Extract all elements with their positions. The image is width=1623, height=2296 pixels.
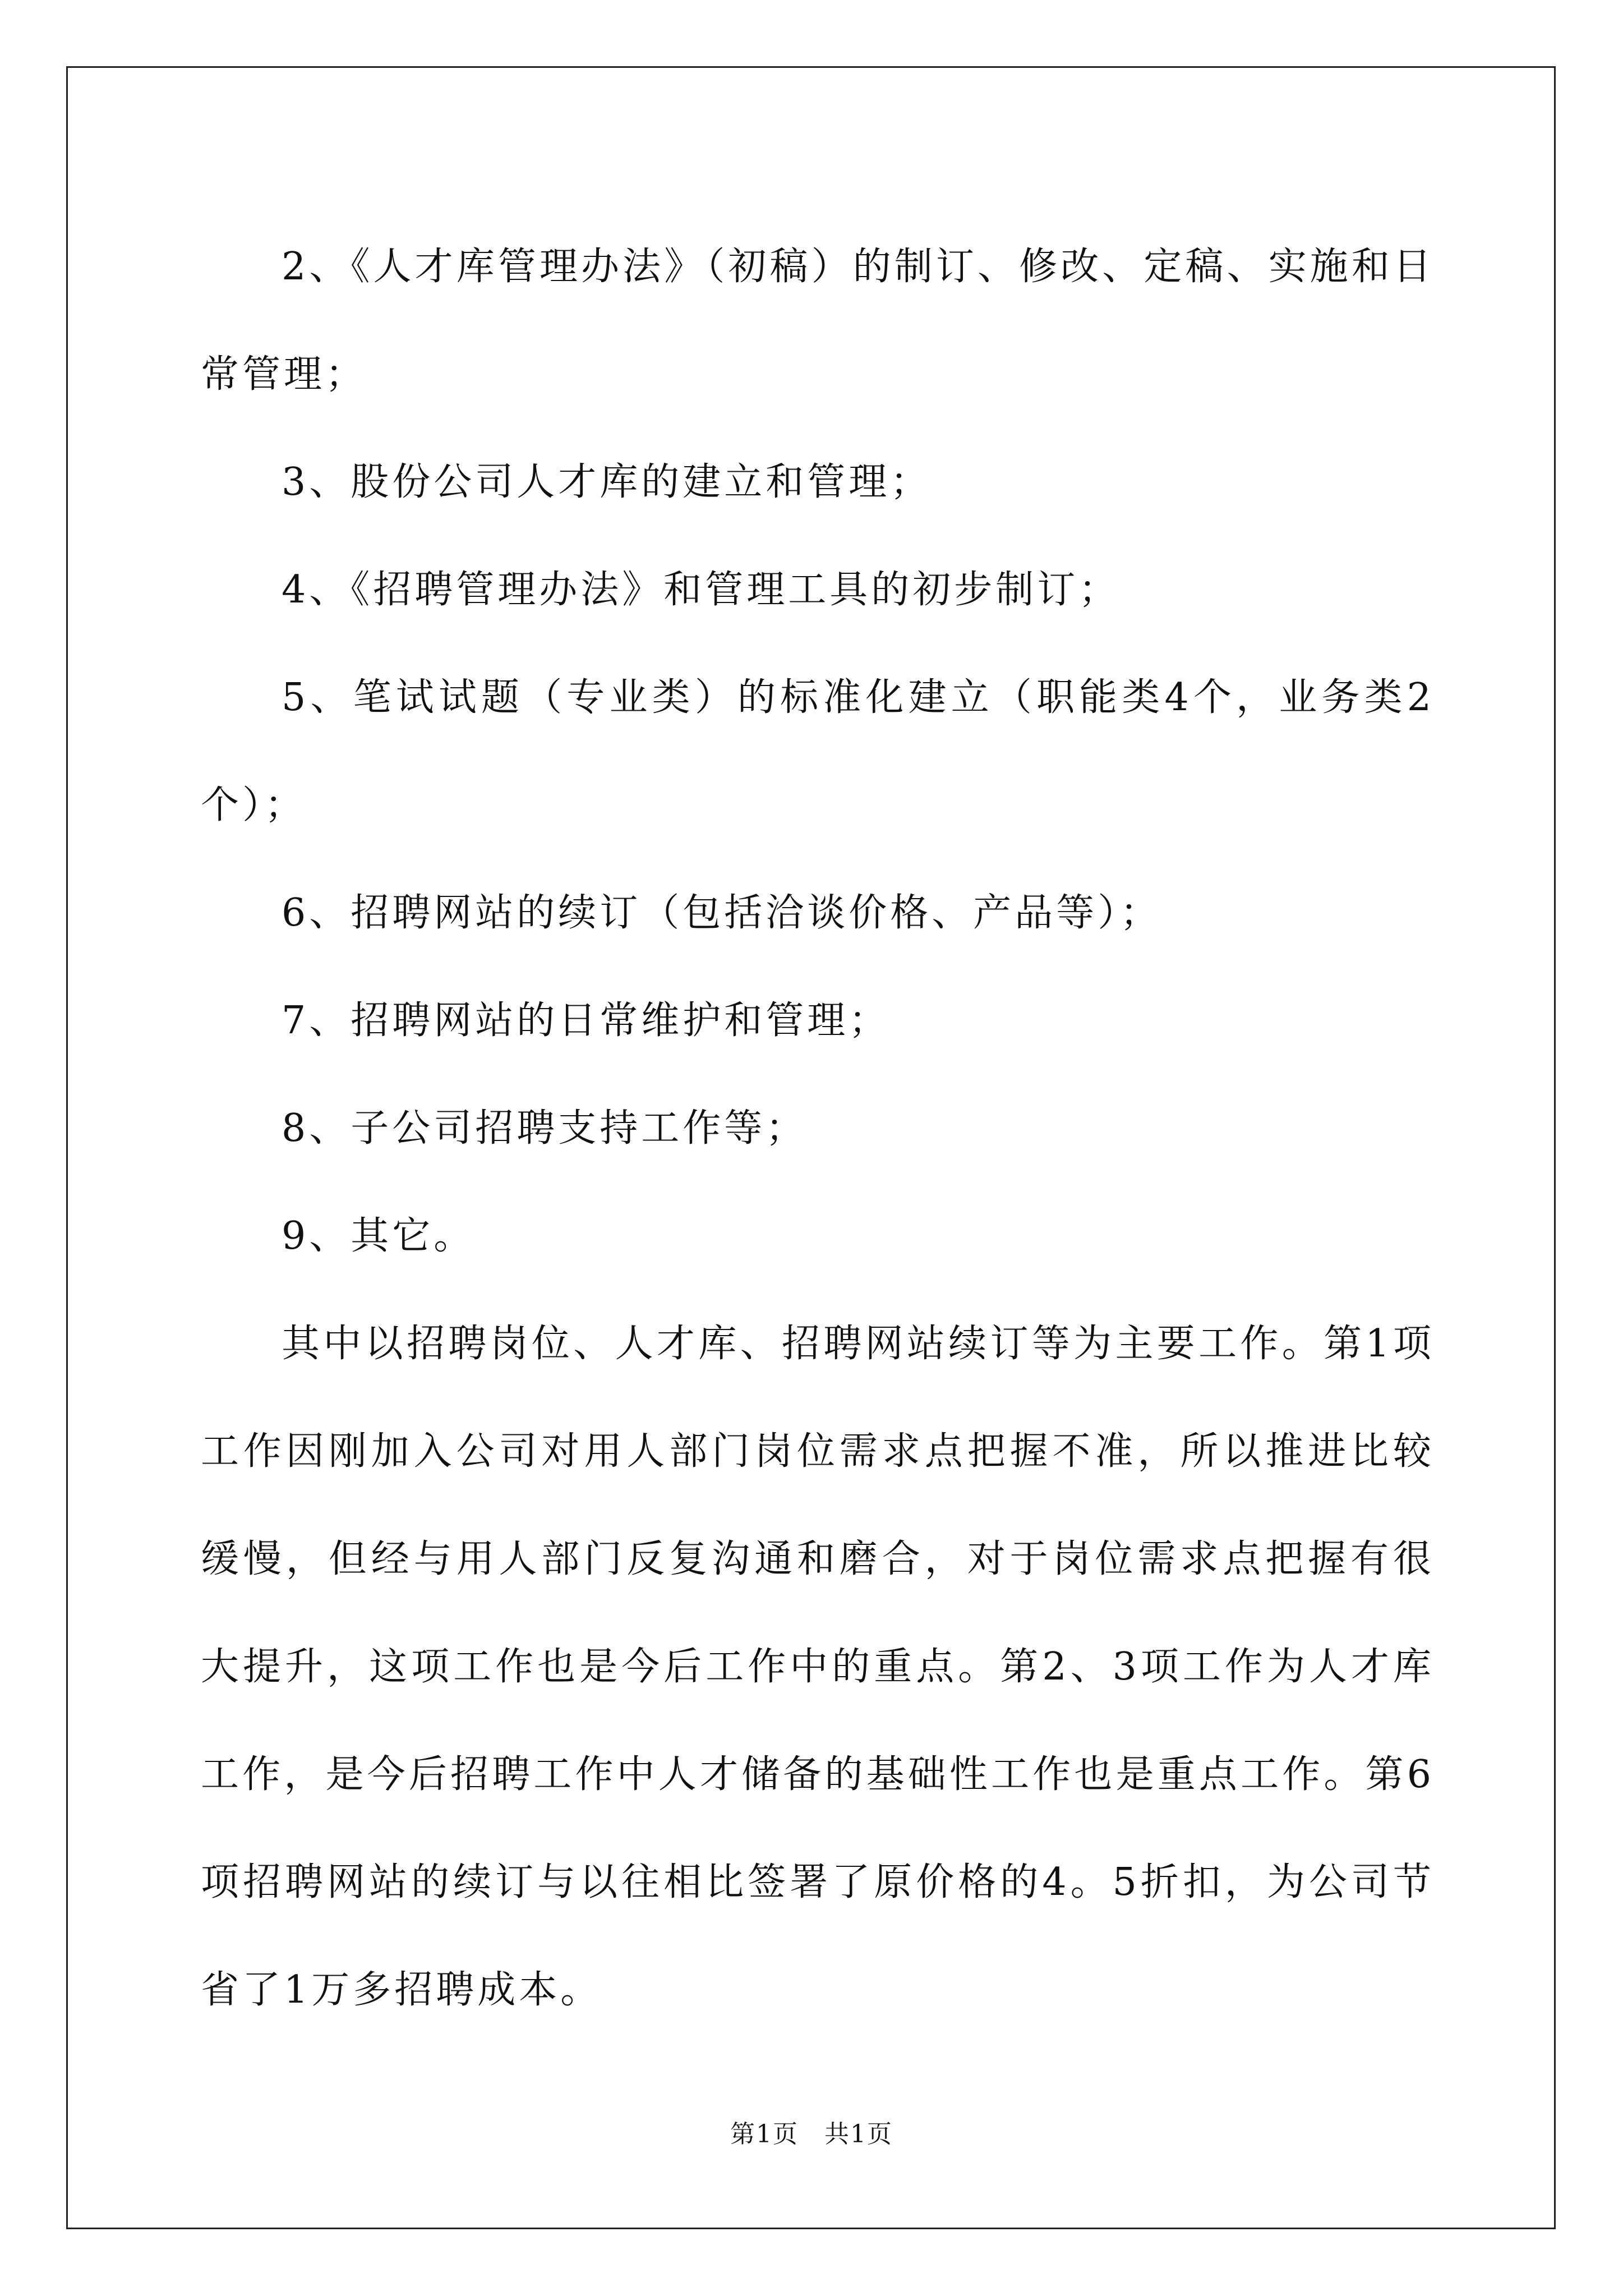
paragraph-item-2: 2、《人才库管理办法》（初稿）的制订、修改、定稿、实施和日常管理； — [201, 245, 1435, 397]
paragraph-item-9: 9、其它。 — [282, 1214, 476, 1258]
document-body — [201, 213, 1435, 2044]
paragraph-item-4: 4、《招聘管理办法》和管理工具的初步制订； — [282, 568, 1121, 612]
paragraph-item-6: 6、招聘网站的续订（包括洽谈价格、产品等）； — [282, 891, 1162, 935]
summary-paragraph: 其中以招聘岗位、人才库、招聘网站续订等为主要工作。第1项工作因刚加入公司对用人部门岗位需求点把握不准，所以推进比较缓慢，但经与用人部门反复沟通和磨合，对于岗位需求点把握有很大提升，这项工作也是今后工作中的重点。第2、3项工作为人才库工作，是今后招聘工作中人才储备的基础性工作也是重点工作。第6项招聘网站的续订与以往相比签署了原价格的4。5折扣，为公司节省了1万多招聘成本。 — [201, 1322, 1435, 2012]
page-footer: 第1页 共1页 — [730, 2120, 893, 2148]
paragraph-item-3: 3、股份公司人才库的建立和管理； — [282, 460, 932, 504]
paragraph-item-8: 8、子公司招聘支持工作等； — [282, 1106, 808, 1151]
paragraph-item-5: 5、笔试试题（专业类）的标准化建立（职能类4个，业务类2个）； — [201, 675, 1435, 827]
paragraph-item-7: 7、招聘网站的日常维护和管理； — [282, 999, 891, 1043]
